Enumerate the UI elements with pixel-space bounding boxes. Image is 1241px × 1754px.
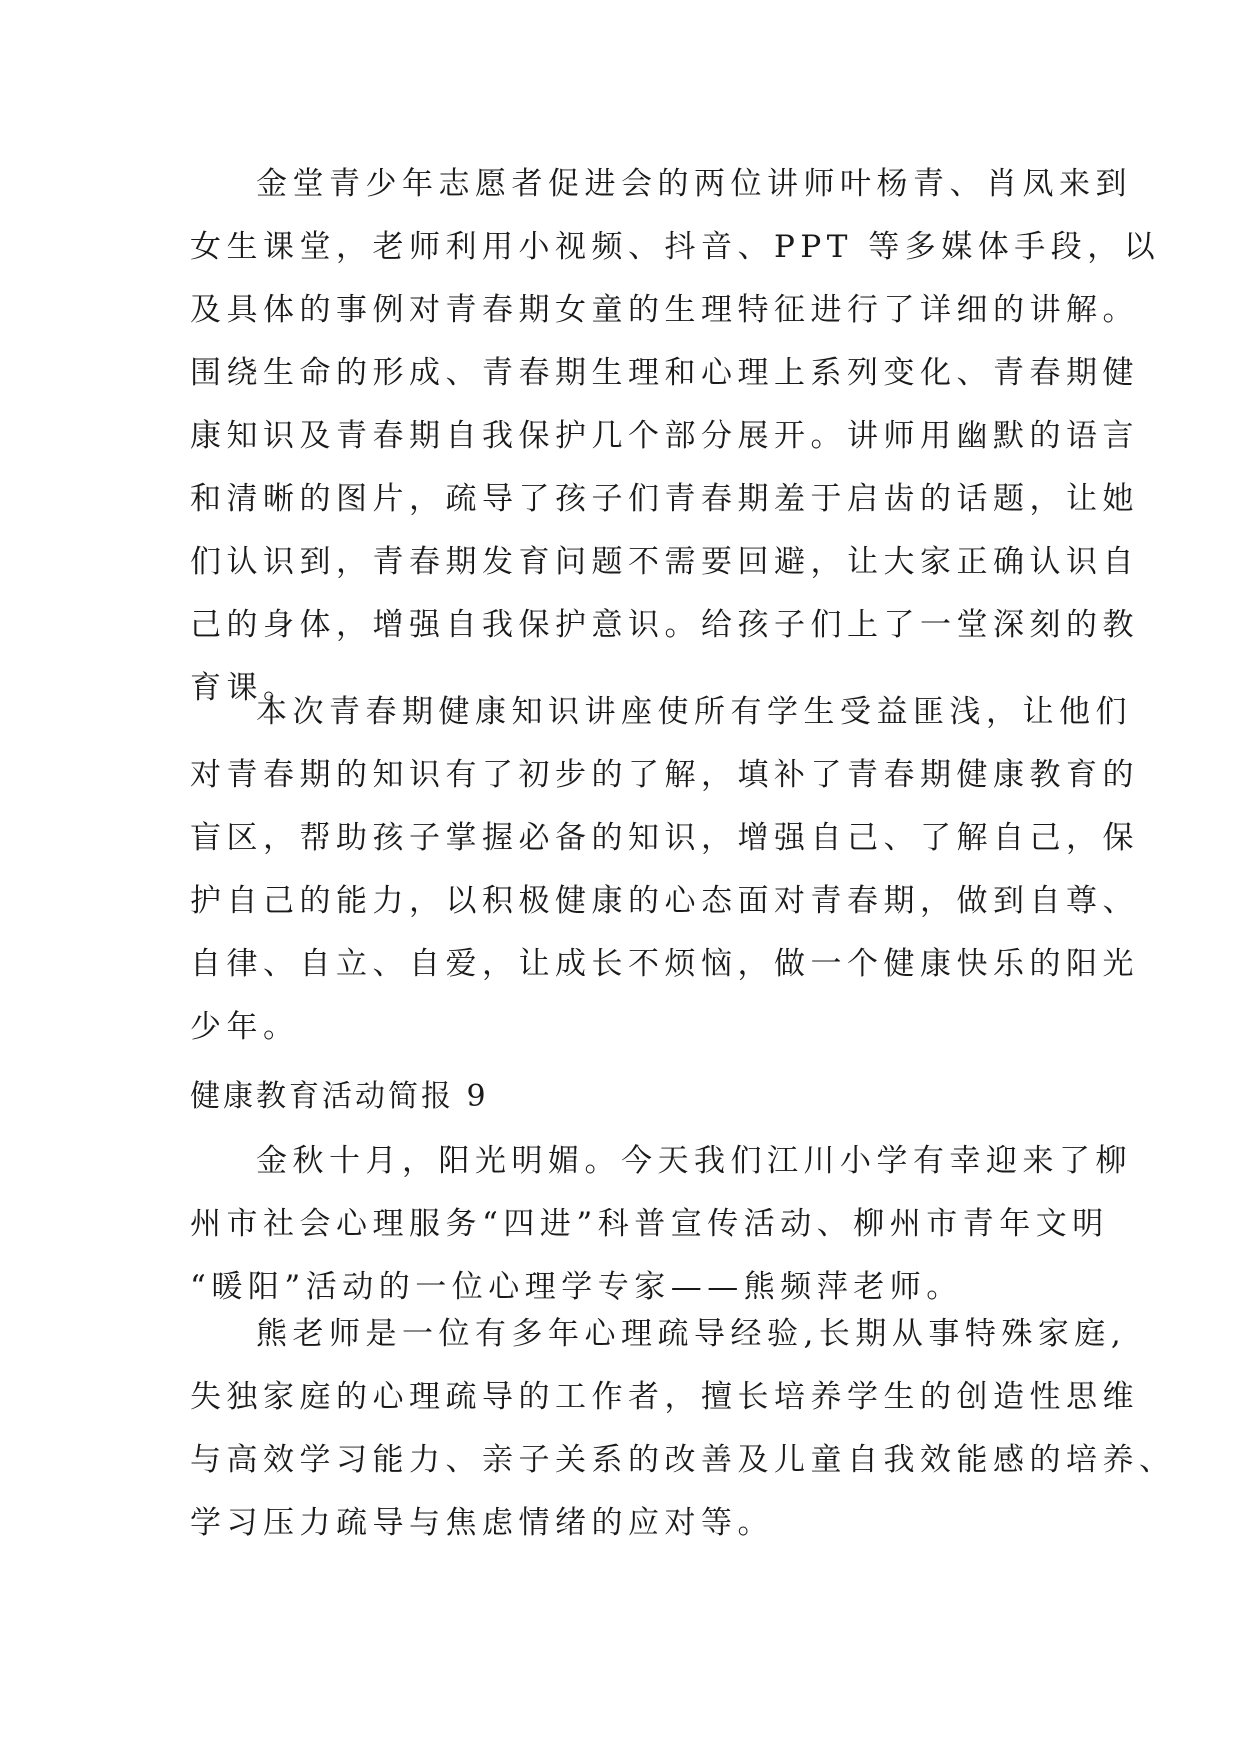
text-line: 失独家庭的心理疏导的工作者，擅长培养学生的创造性思维 [190,1379,1139,1415]
text-line: 学习压力疏导与焦虑情绪的应对等。 [190,1505,774,1541]
text-line: 少年。 [190,1009,300,1045]
text-line: 女生课堂，老师利用小视频、抖音、PPT 等多媒体手段，以 [190,229,1161,265]
text-line: 和清晰的图片，疏导了孩子们青春期羞于启齿的话题，让她 [190,481,1139,517]
text-line: 对青春期的知识有了初步的了解，填补了青春期健康教育的 [190,757,1139,793]
paragraph-lecture-summary [190,681,1139,1059]
text-line: “暖阳”活动的一位心理学专家——熊频萍老师。 [190,1269,963,1305]
text-line: 们认识到，青春期发育问题不需要回避，让大家正确认识自 [190,544,1139,580]
paragraph-event-intro [190,1130,1132,1319]
section-heading: 健康教育活动简报 9 [190,1079,489,1114]
text-line: 熊老师是一位有多年心理疏导经验,长期从事特殊家庭, [256,1316,1127,1352]
text-line: 康知识及青春期自我保护几个部分展开。讲师用幽默的语言 [190,418,1139,454]
paragraph-lecture-intro [190,153,1161,720]
text-line: 金秋十月，阳光明媚。今天我们江川小学有幸迎来了柳 [256,1143,1132,1179]
text-line: 围绕生命的形成、青春期生理和心理上系列变化、青春期健 [190,355,1139,391]
text-line: 州市社会心理服务“四进”科普宣传活动、柳州市青年文明 [190,1206,1109,1242]
text-line: 盲区，帮助孩子掌握必备的知识，增强自己、了解自己，保 [190,820,1139,856]
text-line: 本次青春期健康知识讲座使所有学生受益匪浅，让他们 [256,694,1132,730]
paragraph-teacher-profile [190,1303,1176,1555]
text-line: 己的身体，增强自我保护意识。给孩子们上了一堂深刻的教 [190,607,1139,643]
text-line: 育课。 [190,670,300,706]
text-line: 金堂青少年志愿者促进会的两位讲师叶杨青、肖凤来到 [256,166,1132,202]
text-line: 护自己的能力，以积极健康的心态面对青春期，做到自尊、 [190,883,1139,919]
text-line: 与高效学习能力、亲子关系的改善及儿童自我效能感的培养、 [190,1442,1176,1478]
text-line: 及具体的事例对青春期女童的生理特征进行了详细的讲解。 [190,292,1139,328]
text-line: 自律、自立、自爱，让成长不烦恼，做一个健康快乐的阳光 [190,946,1139,982]
